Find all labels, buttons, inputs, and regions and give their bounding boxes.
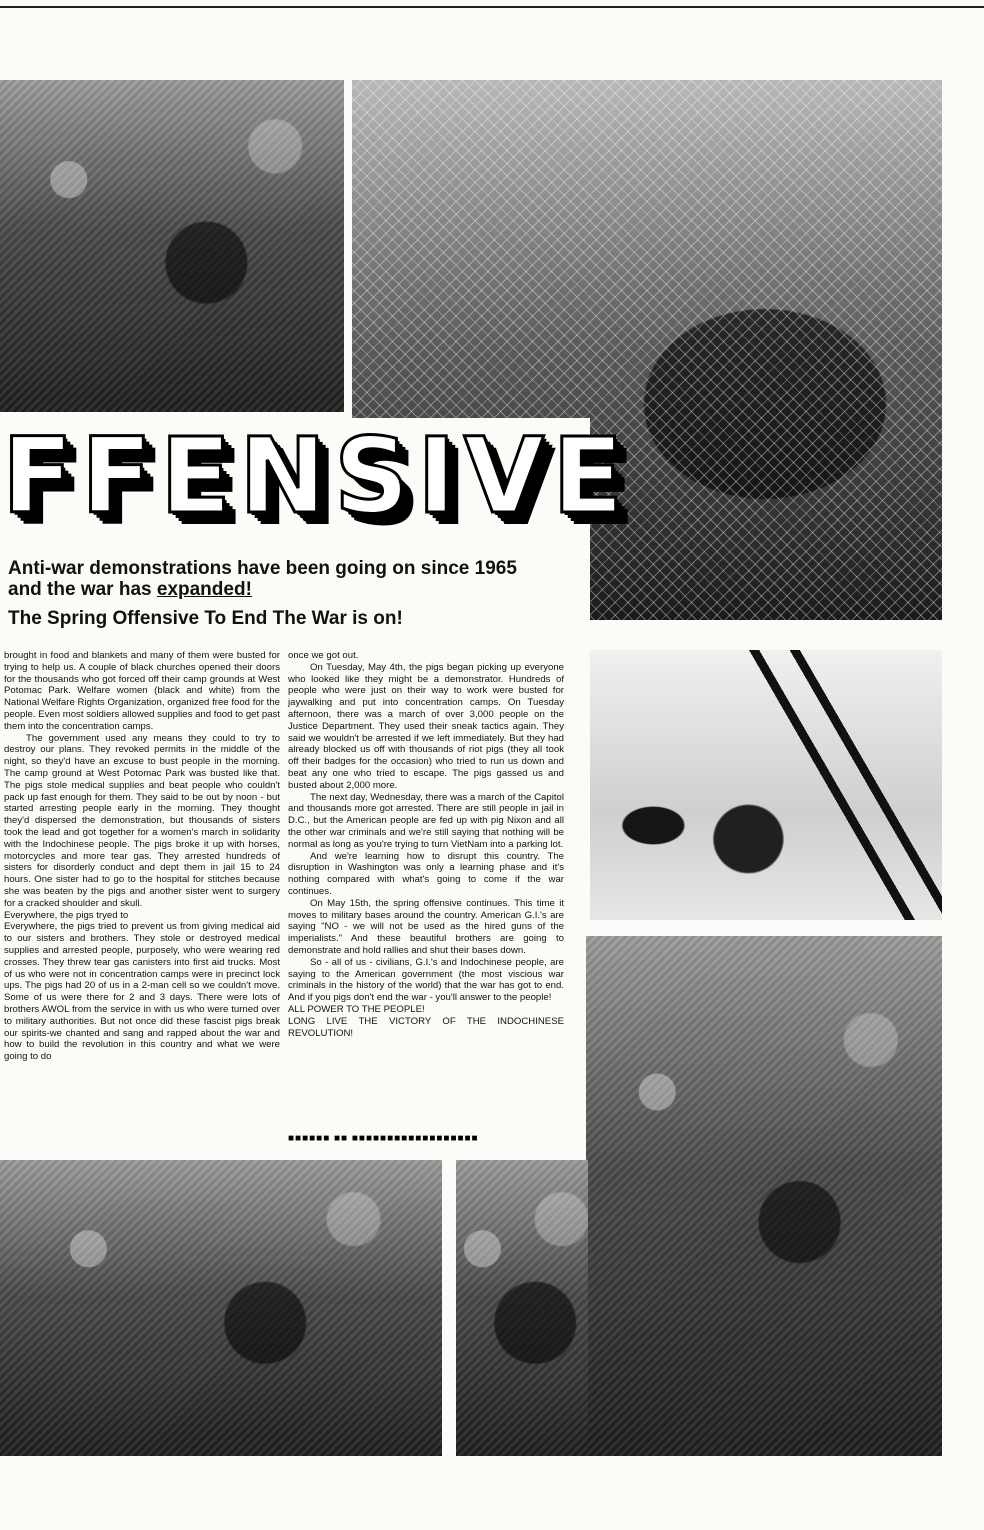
paragraph: once we got out. bbox=[288, 650, 359, 661]
paragraph: Everywhere, the pigs tried to prevent us from giving medical aid to our sisters and brothers. They stole or destroyed medical supplies and arrested people, purposely, who were wearing red crosses. They threw tear gas canisters into first aid trucks. Most of us who were not in concentration camps were in precinct lock ups. The pigs had 20 of us in a 2-man cell so we couldn't move. Some of us were there for 2 and 3 days. There were lots of brothers AWOL from the service in with us who were turned over to military authorities. But not once did these fascist pigs break our spirits-we chanted and sang and rapped about the war and how to build the revolution in this country and what we were going to do bbox=[4, 921, 280, 1063]
subtitle-line-1: Anti-war demonstrations have been going on since 1965 bbox=[8, 558, 517, 579]
paragraph: Everywhere, the pigs tryed to bbox=[4, 909, 129, 921]
paragraph: On May 15th, the spring offensive continues. This time it moves to military bases around the country. American G.I.'s are saying "NO - we will not be used as the hired guns of the imperialists." And these beautiful brothers are going to demonstrate and hold rallies and shut their bases down. bbox=[288, 897, 564, 956]
slogan: LONG LIVE THE VICTORY OF THE INDOCHINESE REVOLUTION! bbox=[288, 1015, 564, 1039]
underlined-word: expanded! bbox=[156, 579, 252, 600]
paragraph: On Tuesday, May 4th, the pigs began picking up everyone who looked like they might be a demonstrator. Hundreds of people who were just on their way to work were busted for jaywalking and put into concentration camps. On Tuesday afternoon, there was a march of over 3,000 people on the Justice Department. They used their sneak tactics again. They said we wouldn't be arrested if we left immediately. But they had already blocked us off with thousands of riot pigs (they all took off their badges for the occasion) who tried to run us down and beat any one who tried to escape. The pigs gassed us and busted about 2,000 more. bbox=[288, 661, 564, 791]
paragraph: The next day, Wednesday, there was a march of the Capitol and thousands more got arrested. There are still people in jail in D.C., but the American people are fed up with pig Nixon and all the other war criminals and we're still saying that nothing will be normal as long as you're trying to turn VietNam into a parking lot. bbox=[288, 791, 564, 850]
top-rule bbox=[0, 6, 984, 8]
photo-soldiers-marching bbox=[0, 1160, 442, 1456]
photo-arrest-lower bbox=[456, 1160, 588, 1456]
paragraph: brought in food and blankets and many of them were busted for trying to help us. A couple of black churches opened their doors for the thousands who got forced off their camp grounds at West Potomac Park. Welfare women (black and white) from the National Welfare Rights Organization, organized free food for the people. Even most soldiers allowed supplies and food to get past them into the concentration camps. bbox=[4, 650, 280, 732]
photo-marchers-top-left bbox=[0, 80, 344, 412]
paragraph: And we're learning how to disrupt this country. The disruption in Washington was only a learning phase and it's nothing compared with what's going to come if the war continues. bbox=[288, 850, 564, 897]
headline-block bbox=[0, 415, 632, 640]
photo-police-arrest bbox=[586, 936, 942, 1456]
square-bullet-rule: ■■■■■■ ■■ ■■■■■■■■■■■■■■■■■■ bbox=[288, 1133, 479, 1144]
headline-subtitle bbox=[8, 558, 588, 600]
paragraph: The government used any means they could to try to destroy our plans. They revoked permits in the middle of the night, so they'd have an excuse to bust people in the morning. The camp ground at West Potomac Park was busted like that. The pigs stole medical supplies and beat people who couldn't pack up fast enough for them. They said to be out by noon - but started arresting people early in the morning. They thought they'd dispersed the demonstration, but thousands of sisters took the lead and got together for a women's march in solidarity with the Indochinese people. The pigs broke it up with horses, motorcycles and more tear gas. They arrested hundreds of sisters for disorderly conduct and dept them in jail 15 to 24 hours. One sister had to go to the hospital for stitches because she was beaten by the pigs and another sister went to surgery for a cracked shoulder and skull. bbox=[4, 732, 280, 909]
left-column bbox=[4, 650, 280, 1063]
paragraph: So - all of us - civilians, G.I.'s and Indochinese people, are saying to the American government (the most viscious war criminals in the history of the world) that the war has got to end. And if you pigs don't end the war - you'll answer to the people! bbox=[288, 956, 564, 1004]
photo-police-street bbox=[590, 650, 942, 920]
slogan: ALL POWER TO THE PEOPLE! bbox=[288, 1003, 425, 1015]
subtitle-line-2: and the war has expanded! bbox=[8, 579, 252, 600]
right-column bbox=[288, 650, 564, 1039]
headline-tagline: The Spring Offensive To End The War is on! bbox=[8, 608, 403, 629]
headline-word: FFENSIVE bbox=[2, 415, 632, 537]
